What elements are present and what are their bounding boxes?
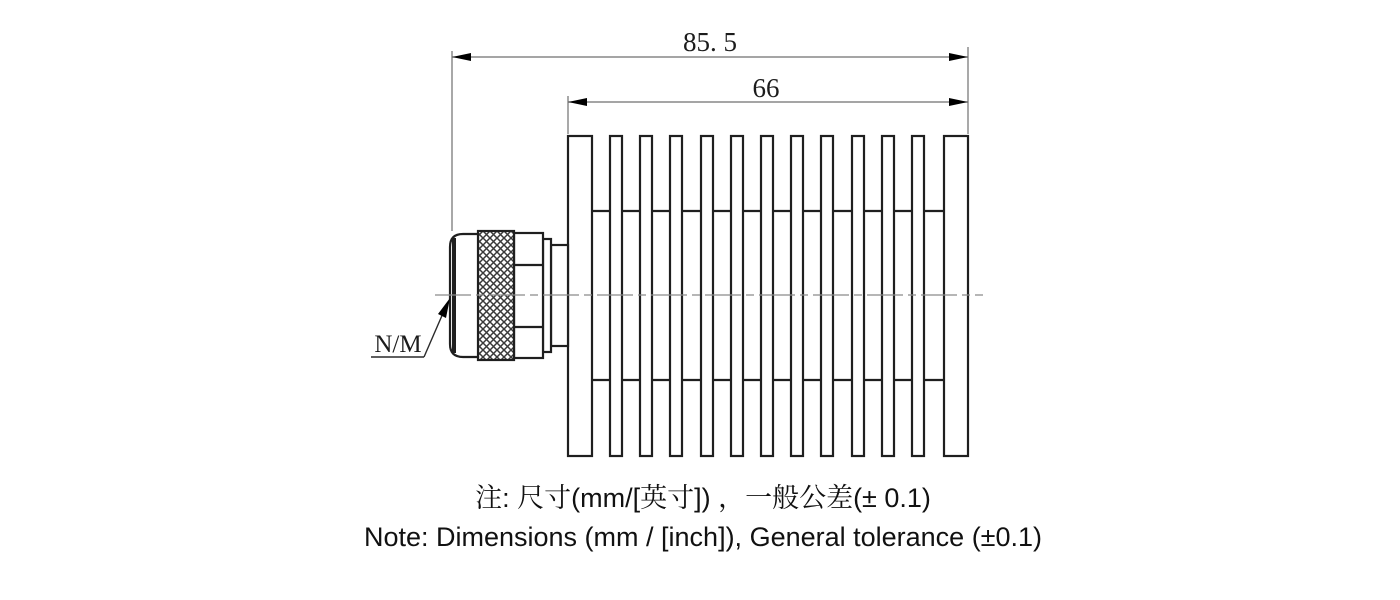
heatsink-fin (912, 136, 924, 456)
heatsink-fin-wide-right (944, 136, 968, 456)
dimension-heatsink-label: 66 (752, 73, 780, 103)
note-line-en: Note: Dimensions (mm / [inch]), General tolerance (±0.1) (363, 522, 1043, 552)
heatsink-fin (882, 136, 894, 456)
heatsink-fin (731, 136, 743, 456)
dimension-outer-label: 85. 5 (683, 27, 737, 57)
heatsink-fin (610, 136, 622, 456)
heatsink-fin-wide-left (568, 136, 592, 456)
leader-arrowhead-icon (438, 298, 450, 318)
arrowhead-outer-right-icon (949, 53, 968, 61)
note-line-zh: 注: 尺寸(mm/[英寸]) ，一般公差(± 0.1) (475, 483, 931, 513)
heatsink-fin (761, 136, 773, 456)
heatsink-fin (670, 136, 682, 456)
heatsink-fin (821, 136, 833, 456)
arrowhead-outer-left-icon (452, 53, 471, 61)
arrowhead-heatsink-left-icon (568, 98, 587, 106)
heatsink-fin (640, 136, 652, 456)
arrowhead-heatsink-right-icon (949, 98, 968, 106)
heatsink-fin (852, 136, 864, 456)
heatsink-fin (701, 136, 713, 456)
notes-block (0, 479, 1400, 557)
heatsink-fin (791, 136, 803, 456)
connector-type-label: N/M (374, 331, 422, 358)
